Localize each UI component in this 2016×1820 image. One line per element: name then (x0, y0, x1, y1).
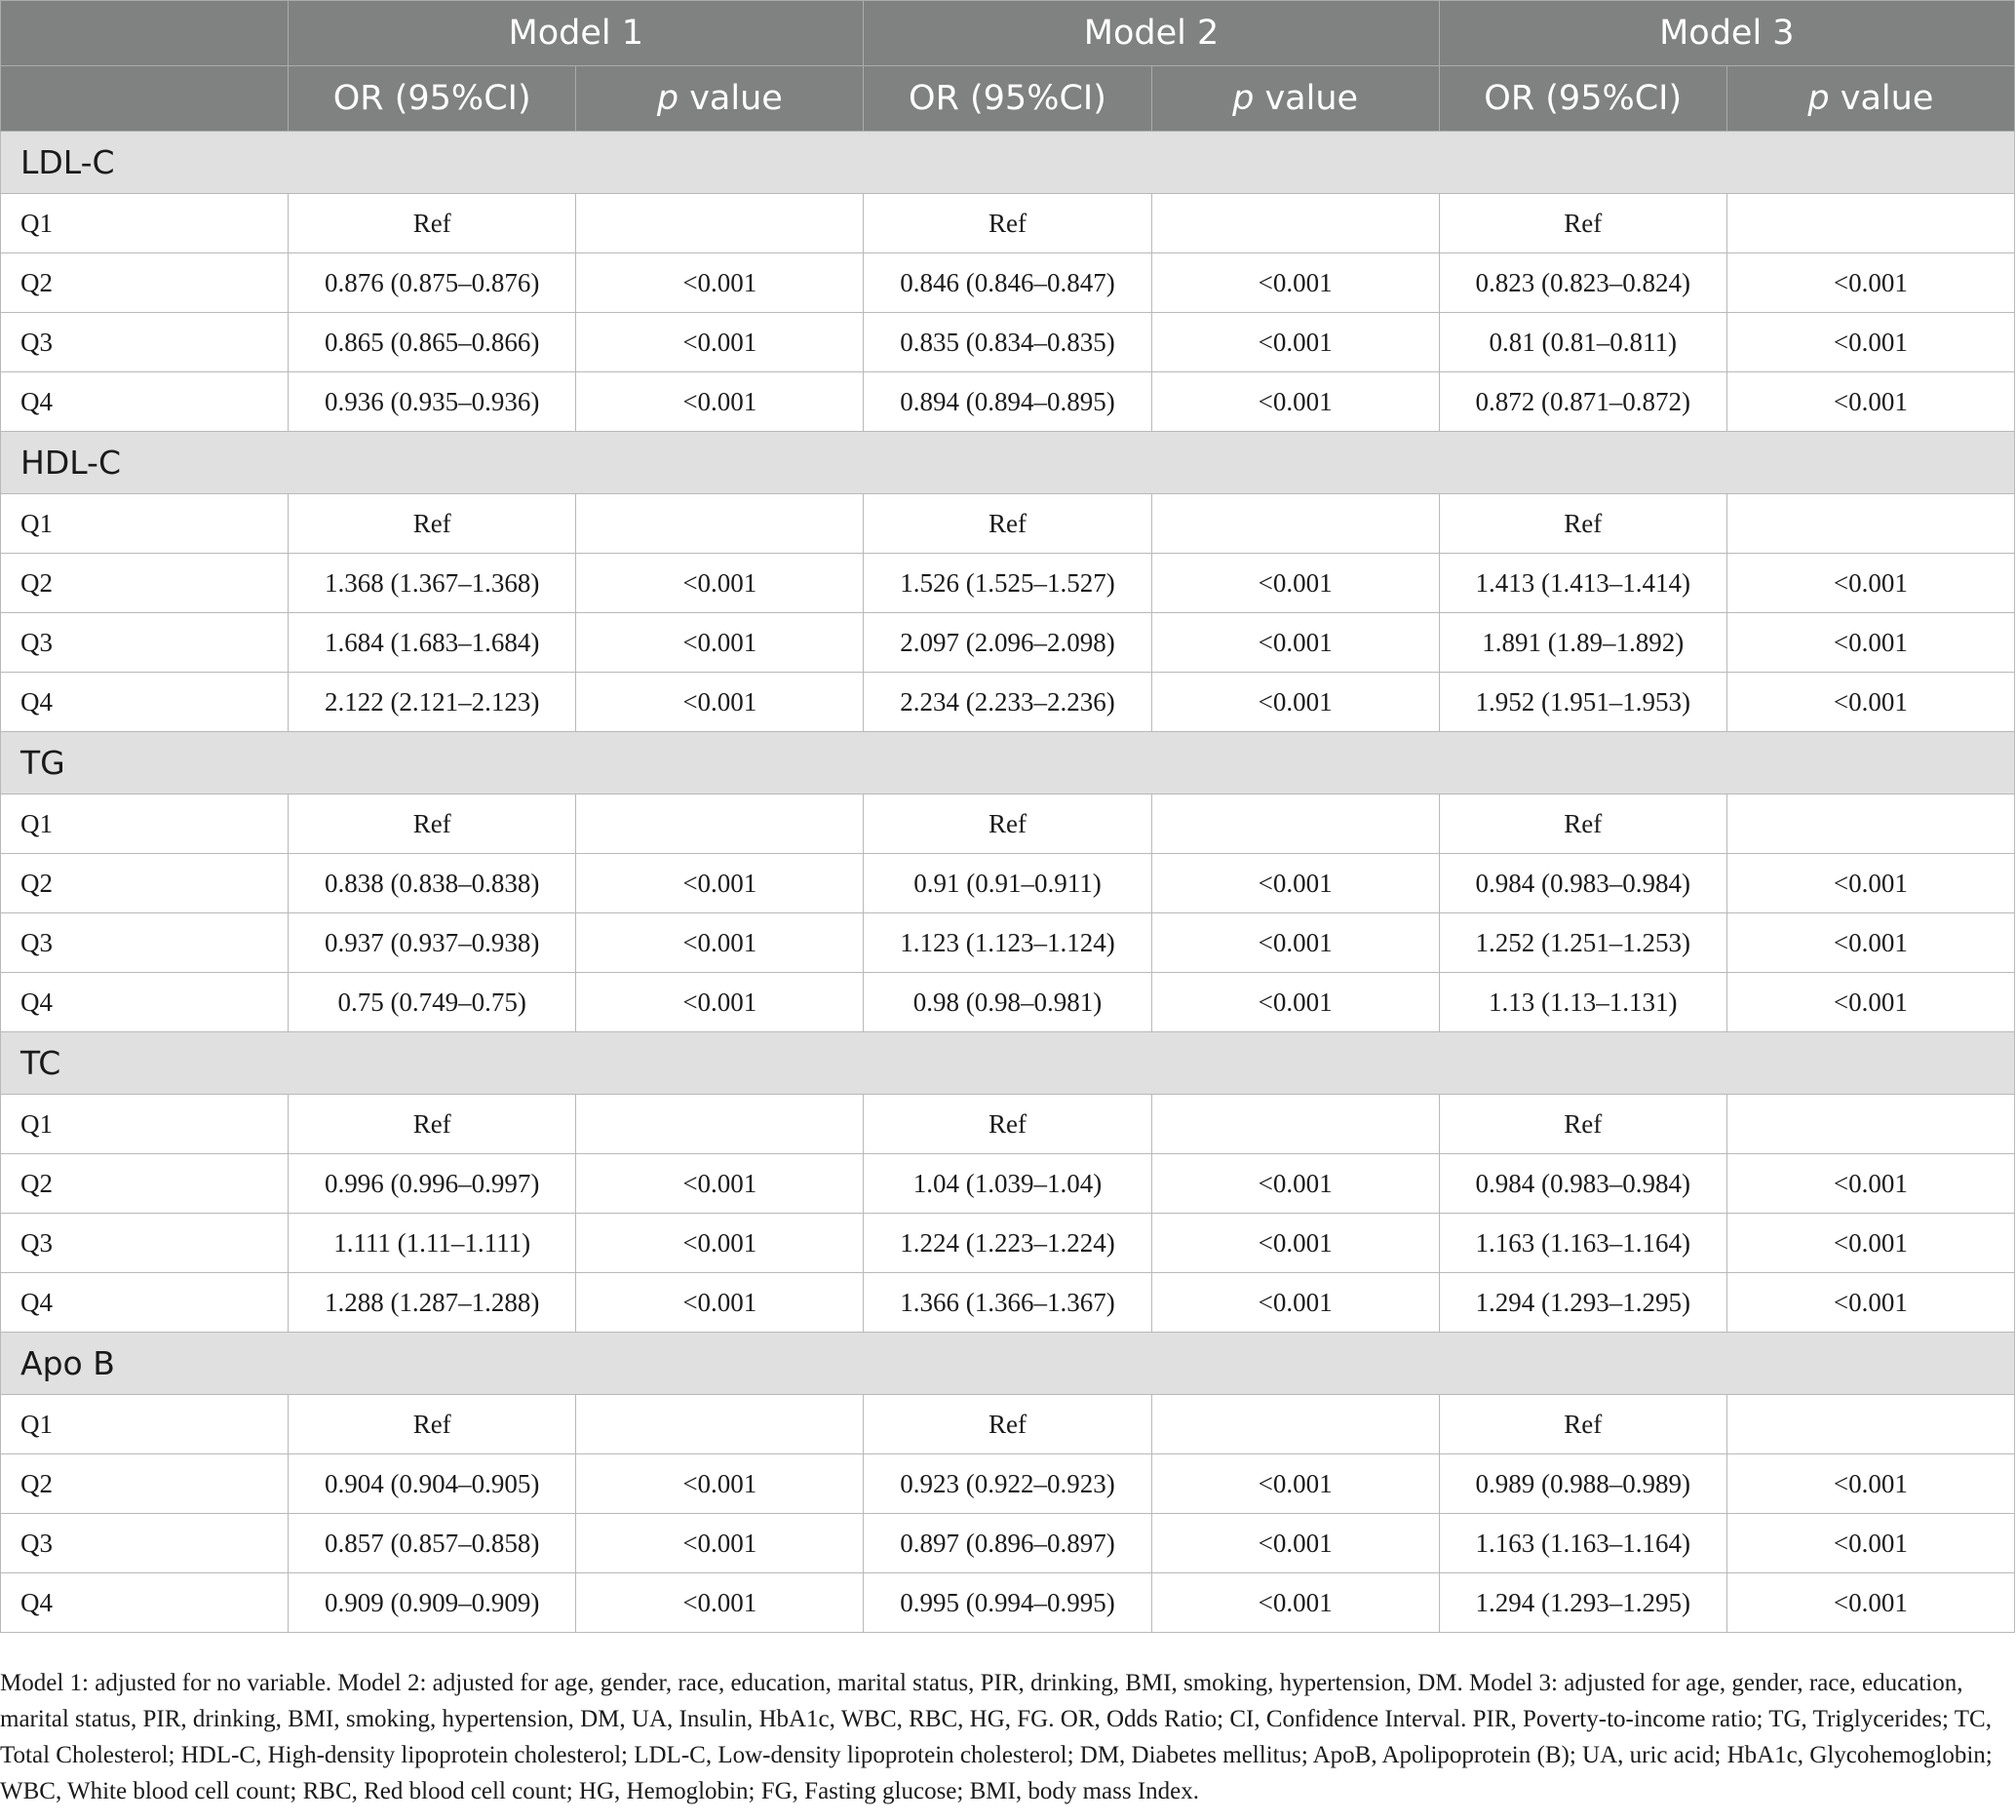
model-2-p-cell: <0.001 (1151, 372, 1439, 432)
quartile-cell: Q3 (1, 1514, 289, 1573)
model-1-or-cell: 0.838 (0.838–0.838) (289, 854, 576, 913)
quartile-cell: Q1 (1, 794, 289, 854)
quartile-cell: Q2 (1, 253, 289, 313)
model-2-p-cell: <0.001 (1151, 613, 1439, 673)
model-3-p-cell: <0.001 (1726, 313, 2014, 372)
model-1-p-cell: <0.001 (576, 673, 864, 732)
model-1-p-cell: <0.001 (576, 1154, 864, 1214)
model-2-p-cell: <0.001 (1151, 854, 1439, 913)
model-1-p-cell: <0.001 (576, 973, 864, 1032)
section-title: TC (1, 1032, 2015, 1095)
model-2-p-cell: <0.001 (1151, 1154, 1439, 1214)
model-1-or-cell: 1.288 (1.287–1.288) (289, 1273, 576, 1333)
model-3-p-cell (1726, 194, 2014, 253)
model-3-p-cell: <0.001 (1726, 554, 2014, 613)
quartile-cell: Q4 (1, 973, 289, 1032)
model-2-or-cell: Ref (864, 794, 1151, 854)
model-3-or-cell: Ref (1439, 194, 1726, 253)
model-3-or-cell: 0.989 (0.988–0.989) (1439, 1454, 1726, 1514)
model-1-or-cell: Ref (289, 794, 576, 854)
table-footnote: Model 1: adjusted for no variable. Model 2: adjusted for age, gender, race, education, marital status, PIR, drinking, BMI, smoking, hypertension, DM. Model 3: adjusted for age, gender, race, education, marital status, PIR, drinking, BMI, smoking, hypertension, DM, UA, Insulin, HbA1c, WBC, RBC, HG, FG. OR, Odds Ratio; CI, Confidence Interval. PIR, Poverty-to-income ratio; TG, Triglycerides; TC, Total Cholesterol; HDL-C, High-density lipoprotein cholesterol; LDL-C, Low-density lipoprotein cholesterol; DM, Diabetes mellitus; ApoB, Apolipoprotein (B); UA, uric acid; HbA1c, Glycohemoglobin; WBC, White blood cell count; RBC, Red blood cell count; HG, Hemoglobin; FG, Fasting glucose; BMI, body mass Index. (0, 1670, 1993, 1804)
model-1-or-cell: 0.904 (0.904–0.905) (289, 1454, 576, 1514)
model-3-p-cell (1726, 794, 2014, 854)
quartile-cell: Q3 (1, 1214, 289, 1273)
model-3-p-cell: <0.001 (1726, 854, 2014, 913)
model-1-p-cell: <0.001 (576, 854, 864, 913)
model-3-p-cell (1726, 1095, 2014, 1154)
section-title: Apo B (1, 1333, 2015, 1395)
model-1-or-cell: 0.75 (0.749–0.75) (289, 973, 576, 1032)
model-2-or-cell: 0.995 (0.994–0.995) (864, 1573, 1151, 1633)
model-3-or-cell: Ref (1439, 1395, 1726, 1454)
p-value-header (1726, 66, 2014, 132)
model-1-p-cell (576, 1395, 864, 1454)
table-row (1, 613, 2015, 673)
table-row (1, 554, 2015, 613)
model-2-or-cell: 2.234 (2.233–2.236) (864, 673, 1151, 732)
model-3-or-cell: 0.984 (0.983–0.984) (1439, 854, 1726, 913)
model-2-p-cell (1151, 1095, 1439, 1154)
model-2-or-cell: 1.224 (1.223–1.224) (864, 1214, 1151, 1273)
model-1-or-cell: Ref (289, 1395, 576, 1454)
or-header: OR (95%CI) (864, 66, 1151, 132)
model-3-or-cell: 0.81 (0.81–0.811) (1439, 313, 1726, 372)
model-3-p-cell (1726, 494, 2014, 554)
quartile-cell: Q1 (1, 1395, 289, 1454)
section-header-row (1, 132, 2015, 194)
model-2-p-cell: <0.001 (1151, 913, 1439, 973)
model-1-p-cell: <0.001 (576, 1273, 864, 1333)
model-3-or-cell: 0.872 (0.871–0.872) (1439, 372, 1726, 432)
p-value-suffix: value (1829, 79, 1934, 118)
model-2-or-cell: 0.846 (0.846–0.847) (864, 253, 1151, 313)
table-row (1, 794, 2015, 854)
table-row (1, 313, 2015, 372)
model-1-or-cell: 1.684 (1.683–1.684) (289, 613, 576, 673)
quartile-cell: Q4 (1, 673, 289, 732)
quartile-cell: Q4 (1, 1273, 289, 1333)
model-1-p-cell: <0.001 (576, 1454, 864, 1514)
model-1-p-cell: <0.001 (576, 613, 864, 673)
model-1-p-cell (576, 194, 864, 253)
p-italic: p (1232, 79, 1255, 118)
model-3-header: Model 3 (1439, 1, 2014, 66)
model-1-p-cell: <0.001 (576, 1573, 864, 1633)
model-1-or-cell: 0.909 (0.909–0.909) (289, 1573, 576, 1633)
section-header-row (1, 732, 2015, 794)
quartile-cell: Q4 (1, 372, 289, 432)
model-2-or-cell: 0.98 (0.98–0.981) (864, 973, 1151, 1032)
header-row-models (1, 1, 2015, 66)
table-row (1, 673, 2015, 732)
model-1-or-cell: Ref (289, 1095, 576, 1154)
model-2-or-cell: 0.835 (0.834–0.835) (864, 313, 1151, 372)
model-2-header: Model 2 (864, 1, 1439, 66)
model-1-p-cell: <0.001 (576, 554, 864, 613)
model-2-p-cell: <0.001 (1151, 973, 1439, 1032)
model-1-p-cell (576, 494, 864, 554)
model-2-or-cell: Ref (864, 1095, 1151, 1154)
model-1-p-cell: <0.001 (576, 313, 864, 372)
model-1-or-cell: 1.111 (1.11–1.111) (289, 1214, 576, 1273)
model-2-p-cell: <0.001 (1151, 313, 1439, 372)
header-row-metrics (1, 66, 2015, 132)
table-row (1, 494, 2015, 554)
model-3-p-cell: <0.001 (1726, 372, 2014, 432)
model-1-p-cell: <0.001 (576, 913, 864, 973)
or-header: OR (95%CI) (289, 66, 576, 132)
model-3-or-cell: Ref (1439, 494, 1726, 554)
model-3-or-cell: 1.294 (1.293–1.295) (1439, 1273, 1726, 1333)
model-3-p-cell: <0.001 (1726, 1514, 2014, 1573)
model-2-or-cell: 0.923 (0.922–0.923) (864, 1454, 1151, 1514)
table-row (1, 1154, 2015, 1214)
table-row (1, 854, 2015, 913)
model-2-or-cell: Ref (864, 1395, 1151, 1454)
model-2-p-cell: <0.001 (1151, 1454, 1439, 1514)
quartile-cell: Q4 (1, 1573, 289, 1633)
model-2-or-cell: Ref (864, 494, 1151, 554)
table-row (1, 1214, 2015, 1273)
model-1-or-cell: 0.857 (0.857–0.858) (289, 1514, 576, 1573)
model-1-or-cell: Ref (289, 494, 576, 554)
model-1-or-cell: 0.865 (0.865–0.866) (289, 313, 576, 372)
model-3-p-cell: <0.001 (1726, 1154, 2014, 1214)
model-2-p-cell: <0.001 (1151, 554, 1439, 613)
model-3-or-cell: 1.163 (1.163–1.164) (1439, 1214, 1726, 1273)
table-row (1, 1273, 2015, 1333)
quartile-cell: Q3 (1, 913, 289, 973)
model-3-p-cell: <0.001 (1726, 913, 2014, 973)
model-1-or-cell: 0.876 (0.875–0.876) (289, 253, 576, 313)
quartile-cell: Q2 (1, 1154, 289, 1214)
table-row (1, 1395, 2015, 1454)
or-header: OR (95%CI) (1439, 66, 1726, 132)
model-1-or-cell: 2.122 (2.121–2.123) (289, 673, 576, 732)
model-3-or-cell: 1.252 (1.251–1.253) (1439, 913, 1726, 973)
quartile-cell: Q1 (1, 194, 289, 253)
table-row (1, 1454, 2015, 1514)
table-row (1, 913, 2015, 973)
table-row (1, 253, 2015, 313)
quartile-cell: Q3 (1, 613, 289, 673)
model-2-p-cell: <0.001 (1151, 1514, 1439, 1573)
quartile-cell: Q1 (1, 1095, 289, 1154)
model-3-or-cell: 1.294 (1.293–1.295) (1439, 1573, 1726, 1633)
model-3-p-cell (1726, 1395, 2014, 1454)
table-row (1, 1514, 2015, 1573)
model-2-or-cell: Ref (864, 194, 1151, 253)
table-body (1, 132, 2015, 1633)
model-3-or-cell: 1.413 (1.413–1.414) (1439, 554, 1726, 613)
model-2-or-cell: 0.894 (0.894–0.895) (864, 372, 1151, 432)
table-row (1, 194, 2015, 253)
table-row (1, 973, 2015, 1032)
section-title: TG (1, 732, 2015, 794)
model-1-or-cell: Ref (289, 194, 576, 253)
model-1-or-cell: 0.936 (0.935–0.936) (289, 372, 576, 432)
model-3-p-cell: <0.001 (1726, 613, 2014, 673)
model-3-p-cell: <0.001 (1726, 1573, 2014, 1633)
section-title: LDL-C (1, 132, 2015, 194)
model-2-or-cell: 1.366 (1.366–1.367) (864, 1273, 1151, 1333)
model-3-p-cell: <0.001 (1726, 973, 2014, 1032)
model-2-p-cell: <0.001 (1151, 1273, 1439, 1333)
model-1-p-cell (576, 794, 864, 854)
model-1-or-cell: 0.937 (0.937–0.938) (289, 913, 576, 973)
model-3-p-cell: <0.001 (1726, 253, 2014, 313)
model-1-p-cell: <0.001 (576, 253, 864, 313)
quartile-cell: Q1 (1, 494, 289, 554)
quartile-cell: Q2 (1, 1454, 289, 1514)
quartile-cell: Q2 (1, 854, 289, 913)
quartile-cell: Q2 (1, 554, 289, 613)
p-value-header (1151, 66, 1439, 132)
section-header-row (1, 1333, 2015, 1395)
p-italic: p (1807, 79, 1830, 118)
model-1-p-cell (576, 1095, 864, 1154)
model-1-p-cell: <0.001 (576, 372, 864, 432)
model-2-p-cell (1151, 194, 1439, 253)
section-title: HDL-C (1, 432, 2015, 494)
section-header-row (1, 1032, 2015, 1095)
p-value-header (576, 66, 864, 132)
model-3-or-cell: 1.163 (1.163–1.164) (1439, 1514, 1726, 1573)
model-2-or-cell: 1.526 (1.525–1.527) (864, 554, 1151, 613)
header-corner-cell (1, 1, 289, 66)
model-2-p-cell: <0.001 (1151, 1214, 1439, 1273)
model-2-or-cell: 0.897 (0.896–0.897) (864, 1514, 1151, 1573)
model-2-p-cell (1151, 1395, 1439, 1454)
model-2-p-cell: <0.001 (1151, 673, 1439, 732)
model-3-p-cell: <0.001 (1726, 1273, 2014, 1333)
p-value-suffix: value (1254, 79, 1359, 118)
table-row (1, 1095, 2015, 1154)
model-3-p-cell: <0.001 (1726, 1454, 2014, 1514)
model-3-or-cell: Ref (1439, 794, 1726, 854)
model-1-p-cell: <0.001 (576, 1514, 864, 1573)
model-3-or-cell: 0.823 (0.823–0.824) (1439, 253, 1726, 313)
model-2-or-cell: 0.91 (0.91–0.911) (864, 854, 1151, 913)
model-2-or-cell: 2.097 (2.096–2.098) (864, 613, 1151, 673)
model-3-p-cell: <0.001 (1726, 1214, 2014, 1273)
p-value-suffix: value (678, 79, 783, 118)
model-3-p-cell: <0.001 (1726, 673, 2014, 732)
model-2-p-cell: <0.001 (1151, 253, 1439, 313)
model-2-p-cell: <0.001 (1151, 1573, 1439, 1633)
model-3-or-cell: Ref (1439, 1095, 1726, 1154)
p-italic: p (656, 79, 679, 118)
model-3-or-cell: 1.952 (1.951–1.953) (1439, 673, 1726, 732)
section-header-row (1, 432, 2015, 494)
model-1-or-cell: 1.368 (1.367–1.368) (289, 554, 576, 613)
model-1-or-cell: 0.996 (0.996–0.997) (289, 1154, 576, 1214)
model-1-header: Model 1 (289, 1, 864, 66)
header-corner-cell (1, 66, 289, 132)
model-2-p-cell (1151, 794, 1439, 854)
table-row (1, 1573, 2015, 1633)
model-2-or-cell: 1.04 (1.039–1.04) (864, 1154, 1151, 1214)
model-3-or-cell: 1.891 (1.89–1.892) (1439, 613, 1726, 673)
model-3-or-cell: 1.13 (1.13–1.131) (1439, 973, 1726, 1032)
model-2-p-cell (1151, 494, 1439, 554)
quartile-cell: Q3 (1, 313, 289, 372)
model-1-p-cell: <0.001 (576, 1214, 864, 1273)
model-2-or-cell: 1.123 (1.123–1.124) (864, 913, 1151, 973)
model-3-or-cell: 0.984 (0.983–0.984) (1439, 1154, 1726, 1214)
table-row (1, 372, 2015, 432)
